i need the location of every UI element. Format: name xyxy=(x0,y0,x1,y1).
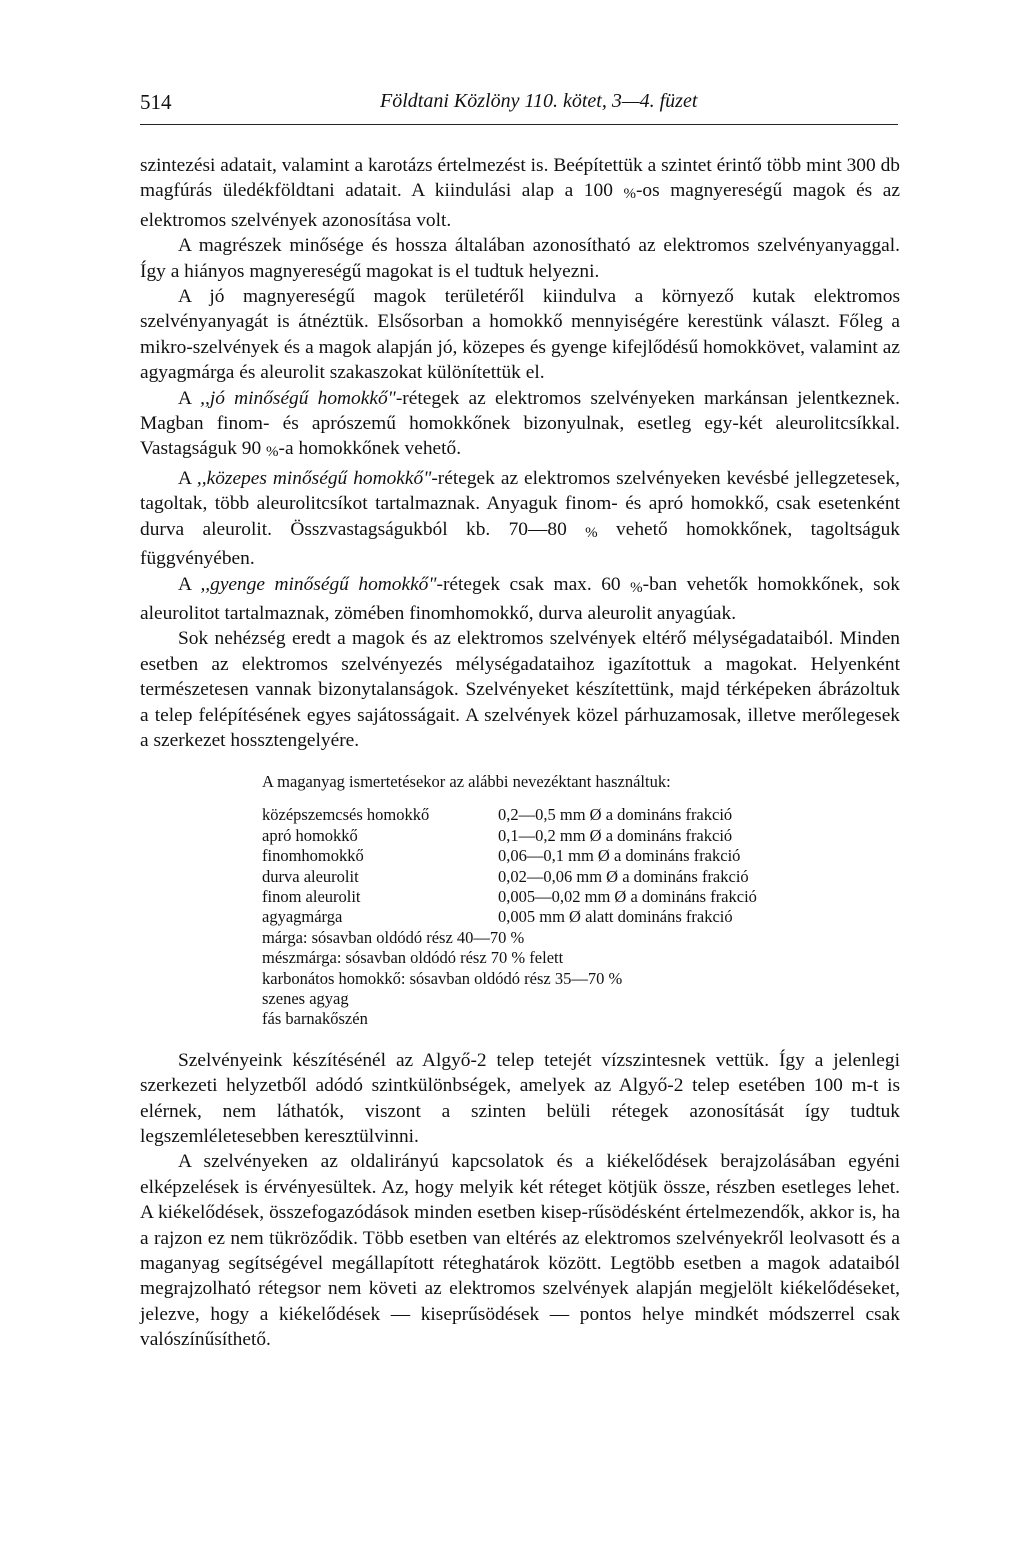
text-run: A xyxy=(178,387,201,409)
text-run: -rétegek csak max. 60 xyxy=(436,573,631,595)
text-run: Sok nehézség eredt a magok és az elektromos szelvények eltérő mélységadataiból. Minden esetben az elektromos szelvényezés mélységadataihoz igazítottuk a magokat. Helyenként természetesen vannak bizonytalanságok. Szelvényeket készítettünk, majd térképeken ábrázoltuk a telep felépítésének egyes sajátosságait. A szelvények közel párhuzamosak, illetve merőlegesek a szerkezet hossztengelyére. xyxy=(140,628,900,751)
paragraph xyxy=(140,386,900,466)
text-run: -os magnyereségű magok és az elektromos szelvények azonosítása volt. xyxy=(140,180,900,231)
nomenclature-note: mészmárga: sósavban oldódó rész 70 % felett xyxy=(262,948,564,968)
paragraph xyxy=(140,233,900,284)
paragraph xyxy=(140,1048,900,1150)
paragraph xyxy=(140,572,900,627)
paragraph xyxy=(140,466,900,572)
running-title: Földtani Közlöny 110. kötet, 3—4. füzet xyxy=(380,90,698,112)
nomenclature-desc: 0,005—0,02 mm Ø a domináns frakció xyxy=(498,886,757,906)
paragraph xyxy=(140,1149,900,1352)
nomenclature-row xyxy=(262,867,900,887)
text-run: -ban vehetők homokkőnek, sok aleurolitot tartalmaznak, zömében finomhomokkő, durva aleurolit anyagúak. xyxy=(140,573,901,624)
paragraph xyxy=(140,153,900,233)
text-run: szintezési adatait, valamint a karotázs értelmezést is. Beépítettük a szintet érintő több mint 300 db magfúrás üledékföldtani adatait. A kiindulási alap a 100 xyxy=(140,155,900,202)
text-run: -a homokkőnek vehető. xyxy=(278,438,462,460)
nomenclature-desc: 0,005 mm Ø alatt domináns frakció xyxy=(498,907,733,927)
text-run: Szelvényeink készítésénél az Algyő-2 telep tetejét vízszintesnek vettük. Így a jelenlegi szerkezeti helyzetből adódó szintkülönbségek, amelyek az Algyő-2 telep esetében 100 m-t is elérnek, nem láthatók, viszont a szinten belüli rétegek azonosítását így tudtuk legszemléletesebben keresztülvinni. xyxy=(140,1049,900,1148)
paragraphs-bottom xyxy=(140,1048,900,1353)
nomenclature-desc: 0,06—0,1 mm Ø a domináns frakció xyxy=(498,846,741,866)
text-run: -rétegek az elektromos szelvényeken kevésbé jellegzetesek, tagoltak, több aleurolitcsíkot tartalmaznak. Anyaguk finom- és apró homokkő, csak esetenként durva aleurolit. Összvastagságukból kb. 70—80 xyxy=(140,467,900,540)
emphasis-term: ,,gyenge minőségű homokkő" xyxy=(200,573,437,595)
nomenclature-term: finomhomokkő xyxy=(262,846,364,866)
nomenclature-row xyxy=(262,805,900,825)
nomenclature-term: finom aleurolit xyxy=(262,886,361,906)
nomenclature-row xyxy=(262,846,900,866)
nomenclature-intro: A maganyag ismertetésekor az alábbi nevezéktant használtuk: xyxy=(262,772,671,792)
text-run: A magrészek minősége és hossza általában azonosítható az elektromos szelvényanyaggal. Így a hiányos magnyereségű magokat is el tudtuk helyezni. xyxy=(140,235,900,282)
nomenclature-note: márga: sósavban oldódó rész 40—70 % xyxy=(262,927,525,947)
nomenclature-desc: 0,1—0,2 mm Ø a domináns frakció xyxy=(498,825,733,845)
text-run: A jó magnyereségű magok területéről kiindulva a környező kutak elektromos szelvényanyagát is átnéztük. Elsősorban a homokkő mennyiségére kerestünk választ. Főleg a mikro-szelvények és a magok alapján jó, közepes és gyenge kifejlődésű homokkövet, valamint az agyagmárga és aleurolit szakaszokat különítettük el. xyxy=(140,286,900,384)
emphasis-term: ,,jó minőségű homokkő" xyxy=(200,387,396,409)
nomenclature-note: szenes agyag xyxy=(262,989,349,1008)
percent-sign: % xyxy=(585,524,598,541)
percent-sign: % xyxy=(266,444,279,461)
nomenclature-note: karbonátos homokkő: sósavban oldódó rész 35—70 % xyxy=(262,968,623,988)
paragraph xyxy=(140,284,900,386)
percent-sign: % xyxy=(623,186,636,203)
text-run: vehető homokkőnek, tagoltságuk függvényében. xyxy=(140,518,900,570)
nomenclature-row xyxy=(262,826,900,846)
body-text xyxy=(140,153,900,1353)
paragraphs-top xyxy=(140,153,900,753)
page-number: 514 xyxy=(140,90,172,114)
nomenclature-row xyxy=(262,887,900,907)
paragraph xyxy=(140,626,900,753)
nomenclature-term: apró homokkő xyxy=(262,825,358,845)
nomenclature-note: fás barnakőszén xyxy=(262,1009,368,1029)
percent-sign: % xyxy=(630,579,643,596)
text-run: -rétegek az elektromos szelvényeken markánsan jelentkeznek. Magban finom- és aprószemű homokkőnek bizonyulnak, esetleg egy-két aleurolitcsíkkal. Vastagságuk 90 xyxy=(140,387,900,460)
nomenclature-term: durva aleurolit xyxy=(262,866,359,886)
nomenclature-desc: 0,2—0,5 mm Ø a domináns frakció xyxy=(498,805,733,825)
nomenclature-term: agyagmárga xyxy=(262,907,343,927)
text-run: A xyxy=(178,573,201,595)
text-run: A xyxy=(178,467,197,489)
nomenclature-term: középszemcsés homokkő xyxy=(262,805,430,825)
nomenclature-list xyxy=(262,805,900,1029)
nomenclature-row xyxy=(262,907,900,927)
nomenclature-desc: 0,02—0,06 mm Ø a domináns frakció xyxy=(498,866,749,886)
text-run: A szelvényeken az oldalirányú kapcsolatok és a kiékelődések berajzolásában egyéni elképzelések is érvényesültek. Az, hogy melyik két réteget kötjük össze, részben esetleges lehet. A kiékelődések, összefogazódások minden esetben kisep-rűsödésként értelmezendők, akkor is, ha a rajzon ez nem tükröződik. Több esetben van eltérés az elektromos szelvényekről leolvasott és a maganyag segítségével megállapított réteghatárok között. Legtöbb esetben a magok adataiból megrajzolható rétegsor nem követi az elektromos szelvények alapján megjelölt kiékelődéseket, jelezve, hogy a kiékelődések — kiseprűsödések — pontos helye mindkét módszerrel csak valószínűsíthető. xyxy=(140,1151,900,1351)
emphasis-term: ,,közepes minőségű homokkő" xyxy=(196,467,432,489)
page-header xyxy=(140,88,898,125)
